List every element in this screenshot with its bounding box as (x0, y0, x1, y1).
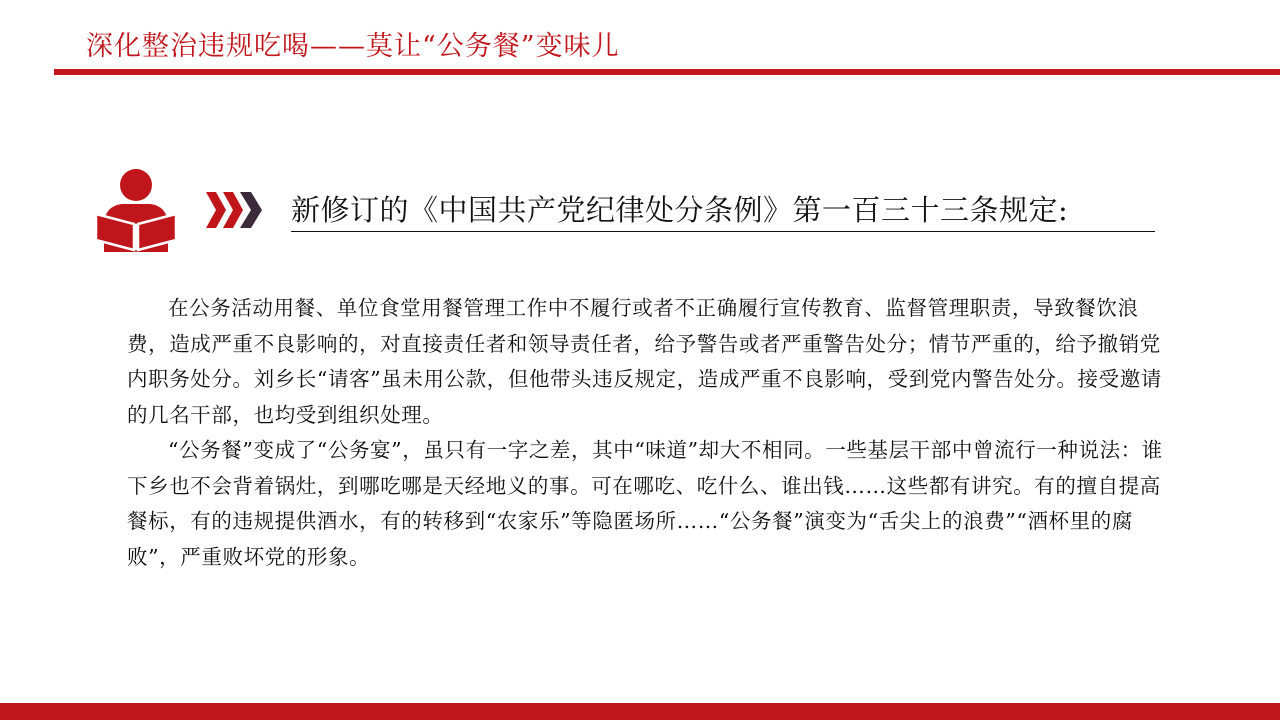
body-text (127, 291, 1172, 575)
section-heading: 新修订的《中国共产党纪律处分条例》第一百三十三条规定: (291, 193, 1155, 232)
footer-bar (0, 703, 1280, 720)
header-title: 深化整治违规吃喝——莫让“公务餐”变味儿 (86, 31, 620, 62)
header-rule (54, 69, 1280, 75)
body-paragraph: 在公务活动用餐、单位食堂用餐管理工作中不履行或者不正确履行宣传教育、监督管理职责，导致餐饮浪费，造成严重不良影响的，对直接责任者和领导责任者，给予警告或者严重警告处分；情节严重的，给予撤销党内职务处分。刘乡长“请客”虽未用公款，但他带头违反规定，造成严重不良影响，受到党内警告处分。接受邀请的几名干部，也均受到组织处理。 (127, 296, 1162, 427)
body-paragraph: “公务餐”变成了“公务宴”，虽只有一字之差，其中“味道”却大不相同。一些基层干部中曾流行一种说法：谁下乡也不会背着锅灶，到哪吃哪是天经地义的事。可在哪吃、吃什么、谁出钱……这些都有讲究。有的擅自提高餐标，有的违规提供酒水，有的转移到“农家乐”等隐匿场所……“公务餐”演变为“舌尖上的浪费”“酒杯里的腐败”，严重败坏党的形象。 (127, 438, 1163, 569)
person-reading-book-icon (90, 168, 182, 252)
triple-chevron-right-icon (206, 192, 268, 228)
